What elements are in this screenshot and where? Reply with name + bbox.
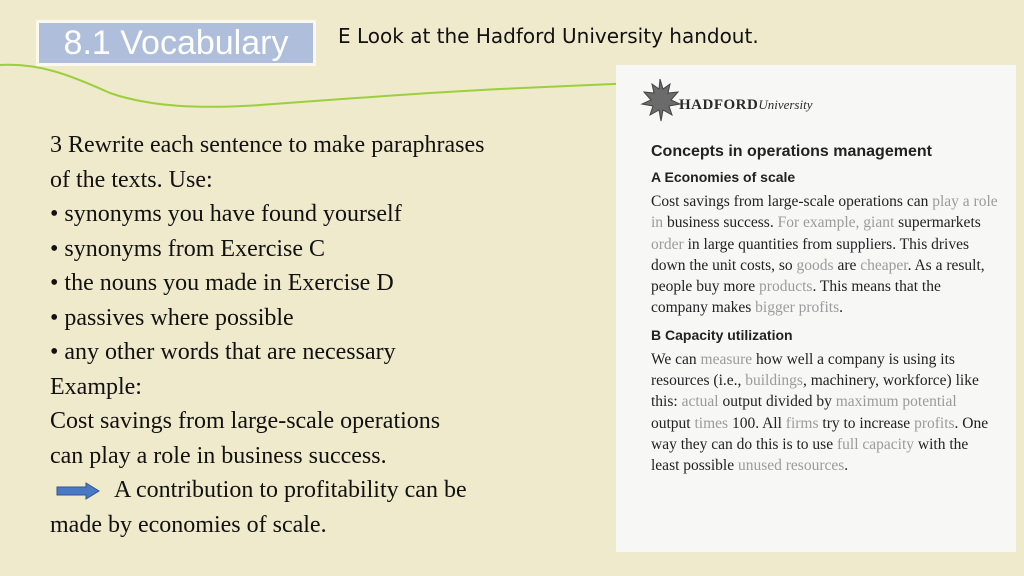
- logo-name: HADFORD: [679, 97, 759, 113]
- hadford-handout: [616, 65, 1016, 552]
- section-a-text: Cost savings from large-scale operations can play a role in business success. For example, giant supermarkets order in large quantities from suppliers. This drives down the unit costs, so goods are cheaper. As a result, people buy more products. This means that the company makes bigger profits.: [651, 193, 998, 317]
- bullet-item: • the nouns you made in Exercise D: [50, 270, 394, 296]
- answer-text-continued: made by economies of scale.: [50, 511, 327, 538]
- example-label: Example:: [50, 373, 142, 400]
- bullet-item: • synonyms you have found yourself: [50, 201, 402, 227]
- maple-leaf-icon: [637, 77, 683, 123]
- handout-heading: Concepts in operations management: [651, 143, 932, 160]
- hadford-logo: [651, 75, 1000, 123]
- example-sentence: can play a role in business success.: [50, 442, 387, 469]
- logo-university: University: [758, 97, 813, 112]
- bullet-item: • synonyms from Exercise C: [50, 235, 326, 262]
- slide-instruction: E Look at the Hadford University handout.: [338, 24, 759, 48]
- section-b-text: We can measure how well a company is using its resources (i.e., buildings, machinery, workforce) like this: actual output divided by maximum potential output times 100. All firms try to increase profits. One way they can do this is to use full capacity with the least possible unused resources.: [651, 350, 989, 475]
- section-a-heading: A Economies of scale: [651, 169, 796, 185]
- answer-line: [50, 473, 610, 508]
- task-line: of the texts. Use:: [50, 166, 213, 193]
- right-arrow-icon: [56, 482, 100, 500]
- task-text: [50, 128, 610, 542]
- example-sentence: Cost savings from large-scale operations: [50, 408, 441, 434]
- slide-title: 8.1 Vocabulary: [39, 23, 313, 63]
- answer-text: A contribution to profitability can be: [114, 477, 467, 503]
- bullet-item: • passives where possible: [50, 304, 294, 331]
- task-line: 3 Rewrite each sentence to make paraphrases: [50, 132, 485, 158]
- bullet-item: • any other words that are necessary: [50, 339, 396, 365]
- section-b-heading: B Capacity utilization: [651, 326, 793, 343]
- decorative-swoosh: [0, 55, 640, 115]
